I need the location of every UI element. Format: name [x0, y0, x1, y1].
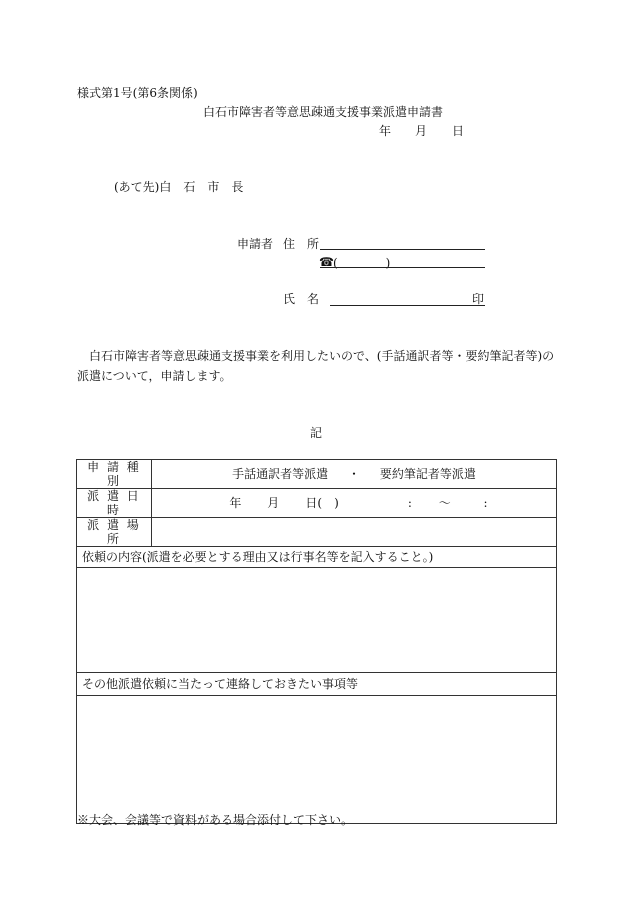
address-label: 住 所	[283, 237, 320, 251]
name-field[interactable]	[330, 305, 485, 306]
body-text-line2: 派遣について，申請します。	[77, 369, 232, 383]
place-row	[77, 518, 557, 547]
other-heading-row	[77, 673, 557, 696]
other-body-row	[77, 696, 557, 824]
other-body-field[interactable]	[77, 696, 557, 824]
type-row	[77, 460, 557, 489]
addressee: (あて先)白 石 市 長	[114, 180, 244, 194]
dt-tilde: 〜	[438, 496, 451, 510]
date-year-label: 年	[379, 124, 392, 138]
place-field[interactable]	[152, 518, 557, 547]
type-option-summary[interactable]: 要約筆記者等派遣	[379, 467, 476, 481]
dt-year: 年	[229, 496, 242, 510]
request-body-row	[77, 568, 557, 673]
form-title: 白石市障害者等意思疎通支援事業派遣申請書	[203, 105, 444, 119]
address-field[interactable]	[320, 249, 485, 250]
phone-parentheses: ( )	[333, 256, 391, 270]
form-number: 様式第1号(第6条関係)	[77, 86, 198, 100]
type-options[interactable]	[152, 460, 557, 489]
date-month-label: 月	[415, 124, 428, 138]
datetime-row	[77, 489, 557, 518]
other-heading: その他派遣依頼に当たって連絡しておきたい事項等	[77, 673, 557, 696]
type-separator: ・	[347, 467, 360, 481]
dt-colon-end: :	[483, 496, 488, 510]
phone-field[interactable]	[320, 267, 485, 268]
phone-icon: ☎	[319, 255, 334, 269]
application-table	[76, 459, 557, 824]
type-label: 申 請 種 別	[77, 460, 152, 489]
datetime-field[interactable]	[152, 489, 557, 518]
date-day-label: 日	[452, 124, 465, 138]
dt-day: 日( )	[305, 496, 339, 510]
request-heading: 依頼の内容(派遣を必要とする理由又は行事名等を記入すること。)	[77, 547, 557, 568]
place-label: 派 遣 場 所	[77, 518, 152, 547]
note-heading: 記	[310, 426, 323, 440]
body-text-line1: 白石市障害者等意思疎通支援事業を利用したいので、(手話通訳者等・要約筆記者等)の	[89, 349, 555, 363]
type-option-sign[interactable]: 手話通訳者等派遣	[232, 467, 329, 481]
datetime-label: 派 遣 日 時	[77, 489, 152, 518]
request-heading-row	[77, 547, 557, 568]
applicant-label: 申請者	[237, 237, 274, 251]
seal-mark: 印	[472, 292, 485, 306]
dt-month: 月	[267, 496, 280, 510]
name-label: 氏 名	[283, 292, 320, 306]
request-body-field[interactable]	[77, 568, 557, 673]
footnote: ※大会、会議等で資料がある場合添付して下さい。	[77, 813, 354, 827]
dt-colon-start: :	[407, 496, 412, 510]
